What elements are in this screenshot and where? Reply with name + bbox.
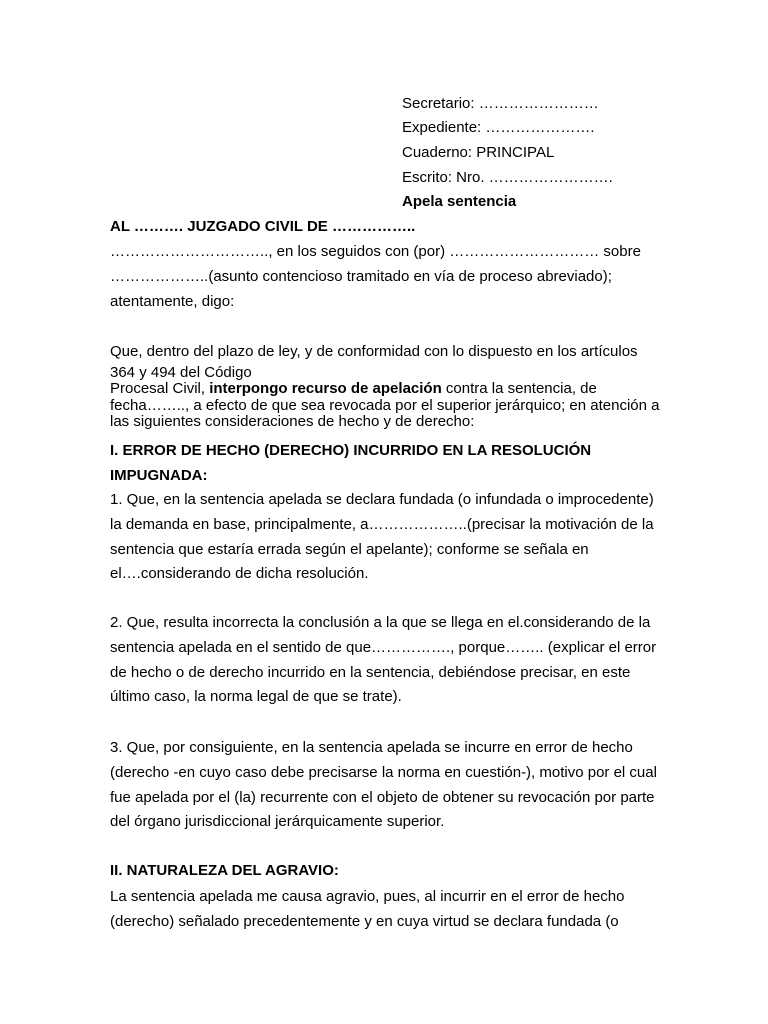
petition-text-post: contra la sentencia, de fecha…….., a efecto de que sea revocada por el superior jerárquico; en atención a las siguientes consideraciones de hecho y de derecho: (110, 380, 660, 431)
section-1-heading: I. ERROR DE HECHO (DERECHO) INCURRIDO EN LA RESOLUCIÓN IMPUGNADA: (110, 442, 592, 484)
petition-text-pre: Procesal Civil, (110, 380, 210, 398)
section-2-body: La sentencia apelada me causa agravio, pues, al incurrir en el error de hecho (derecho) señalado precedentemente y en cuya virtud se declara fundada (o (110, 888, 625, 930)
secretario-line: Secretario: …………………… (402, 95, 599, 112)
section-2-heading: II. NATURALEZA DEL AGRAVIO: (110, 862, 339, 879)
section-1-point-1: 1. Que, en la sentencia apelada se declara fundada (o infundada o improcedente) la demanda en base, principalmente, a………………..(precisar la motivación de la sentencia que estaría errada según el apelante); conforme se señala en el….considerando de dicha resolución. (110, 491, 654, 583)
petition-line-2: 364 y 494 del Código (110, 363, 252, 381)
petition-paragraph (110, 340, 660, 431)
section-1-point-2: 2. Que, resulta incorrecta la conclusión a la que se llega en el.considerando de la sentencia apelada en el sentido de que……………., porque…….. (explicar el error de hecho o de derecho incurrido en la sentencia, debiéndose precisar, en este último caso, la norma legal de que se trate). (110, 614, 657, 706)
petition-body (110, 381, 660, 431)
document-subject: Apela sentencia (402, 193, 517, 210)
cuaderno-line: Cuaderno: PRINCIPAL (402, 144, 555, 161)
petition-line-1: Que, dentro del plazo de ley, y de conformidad con lo dispuesto en los artículos (110, 343, 638, 360)
section-1-point-3: 3. Que, por consiguiente, en la sentencia apelada se incurre en error de hecho (derecho -en cuyo caso debe precisarse la norma en cuestión-), motivo por el cual fue apelada por el (la) recurrente con el objeto de obtener su revocación por parte del órgano jurisdiccional jerárquicamente superior. (110, 739, 657, 831)
expediente-line: Expediente: …………………. (402, 119, 595, 136)
escrito-line: Escrito: Nro. ……………………. (402, 169, 613, 186)
court-addressee: AL ………. JUZGADO CIVIL DE …………….. (110, 218, 416, 235)
petition-text-bold: interpongo recurso de apelación (209, 380, 442, 398)
intro-paragraph: ………………………….., en los seguidos con (por) ………………………… sobre ………………..(asunto contencioso tramitado en vía de proceso abreviado); atentamente, digo: (110, 243, 641, 310)
